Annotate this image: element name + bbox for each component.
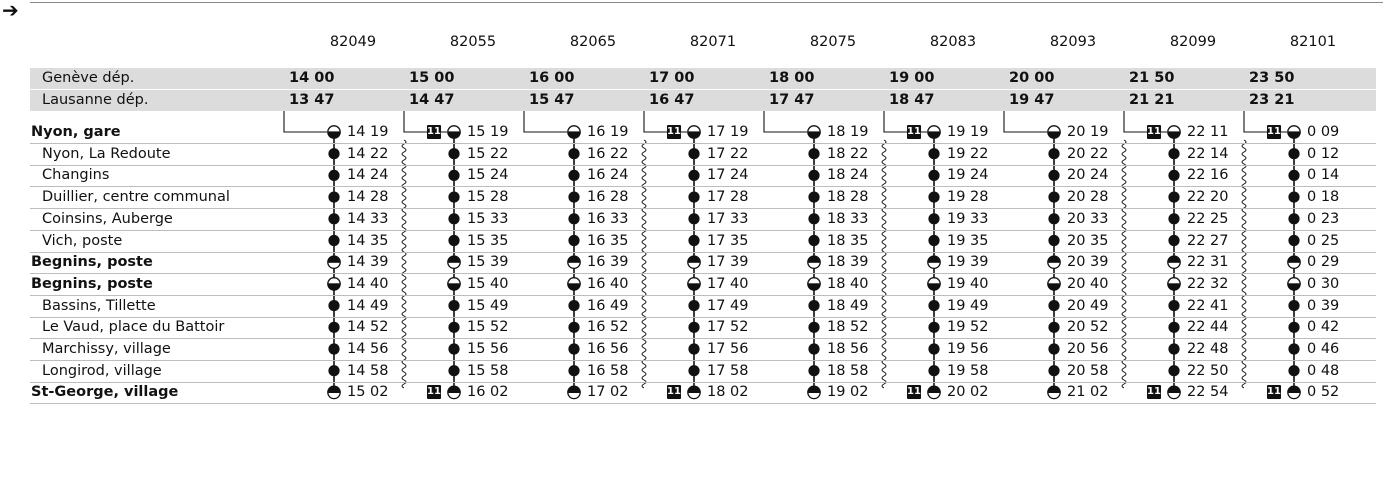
stop-dot-icon [808,365,819,376]
stop-time: 0 09 [1307,124,1340,140]
stop-name: Begnins, poste [31,254,153,271]
stop-time: 0 46 [1307,341,1340,357]
origin-departure-time: 15 00 [409,70,455,86]
stop-dot-icon [1168,365,1179,376]
origin-departure-time: 14 47 [409,92,455,108]
stop-time: 18 22 [827,145,869,162]
stop-time: 19 33 [947,210,989,227]
continuation-arrow-icon: ➔ [2,0,19,22]
stop-time: 15 52 [467,319,509,336]
stop-time: 18 40 [827,275,869,292]
stop-time: 19 22 [947,145,989,162]
stop-dot-icon [688,343,699,354]
stop-name: Le Vaud, place du Battoir [42,319,225,336]
stop-dot-icon [1048,213,1059,224]
stop-time: 0 23 [1307,210,1340,227]
stop-dot-icon [688,322,699,333]
origin-departure-time: 17 47 [769,92,815,108]
stop-time: 19 28 [947,189,989,206]
stop-dot-icon [1168,300,1179,311]
stop-time: 14 40 [347,275,389,292]
stop-time: 22 50 [1187,362,1229,379]
stop-time: 22 14 [1187,145,1229,162]
stop-dot-icon [808,235,819,246]
stop-time: 16 56 [587,341,629,357]
stop-dot-icon [1048,148,1059,159]
stop-time: 16 52 [587,319,629,336]
stop-time: 16 19 [587,124,629,140]
stop-dot-icon [1168,322,1179,333]
stop-dot-icon [928,322,939,333]
origin-row-label: Genève dép. [42,70,135,86]
stop-time: 16 33 [587,210,629,227]
stop-time: 20 28 [1067,189,1109,206]
service-badge-icon: 11 [667,126,681,137]
row-rule [30,317,1376,318]
stop-dot-icon [328,148,339,159]
stop-time: 22 31 [1187,254,1229,271]
stop-dot-icon [1288,343,1299,354]
stop-time: 14 33 [347,210,389,227]
stop-time: 15 58 [467,362,509,379]
stop-dot-icon [808,343,819,354]
stop-dot-icon [928,235,939,246]
stop-dot-icon [328,365,339,376]
stop-dot-icon [568,300,579,311]
stop-name: Changins [42,167,110,184]
stop-dot-icon [1168,148,1179,159]
stop-time: 14 19 [347,124,389,140]
stop-dot-icon [328,300,339,311]
stop-dot-icon [928,148,939,159]
origin-departure-time: 20 00 [1009,70,1055,86]
row-rule [30,208,1376,209]
stop-time: 0 18 [1307,189,1340,206]
stop-time: 18 19 [827,124,869,140]
stop-dot-icon [1048,343,1059,354]
stop-time: 0 12 [1307,145,1340,162]
stop-time: 19 40 [947,275,989,292]
stop-time: 15 56 [467,341,509,357]
row-rule [30,165,1376,166]
stop-dot-icon [1288,170,1299,181]
stop-time: 20 39 [1067,254,1109,271]
stop-time: 18 56 [827,341,869,357]
stop-time: 0 52 [1307,384,1340,401]
stop-time: 18 52 [827,319,869,336]
stop-time: 20 24 [1067,167,1109,184]
stop-dot-icon [1288,300,1299,311]
stop-time: 16 02 [467,384,509,401]
stop-dot-icon [328,213,339,224]
connector-line [284,111,327,132]
service-badge-icon: 11 [667,386,681,398]
train-number: 82071 [689,34,737,50]
stop-dot-icon [1168,213,1179,224]
stop-name: Vich, poste [42,232,123,249]
stop-dot-icon [928,343,939,354]
stop-time: 14 22 [347,145,389,162]
stop-name: Longirod, village [42,362,162,379]
stop-time: 17 28 [707,189,749,206]
stop-dot-icon [1288,322,1299,333]
stop-time: 15 40 [467,275,509,292]
train-number: 82093 [1049,34,1097,50]
train-number: 82099 [1169,34,1217,50]
service-badge-icon: 11 [1267,386,1281,398]
stop-dot-icon [688,300,699,311]
stop-time: 15 33 [467,210,509,227]
stop-dot-icon [928,170,939,181]
stop-time: 16 49 [587,297,629,314]
stop-dot-icon [1048,235,1059,246]
stop-time: 20 33 [1067,210,1109,227]
stop-time: 19 52 [947,319,989,336]
stop-time: 15 49 [467,297,509,314]
stop-time: 0 48 [1307,362,1340,379]
stop-time: 0 25 [1307,232,1340,249]
stop-dot-icon [328,343,339,354]
stop-time: 20 02 [947,384,989,401]
stop-time: 22 20 [1187,189,1229,206]
origin-departure-time: 14 00 [289,70,335,86]
stop-dot-icon [1048,170,1059,181]
origin-departure-time: 23 50 [1249,70,1295,86]
stop-time: 16 24 [587,167,629,184]
stop-time: 20 56 [1067,341,1109,357]
stop-time: 22 48 [1187,341,1229,357]
stop-dot-icon [808,148,819,159]
service-badge-icon: 11 [907,386,921,398]
stop-dot-icon [928,300,939,311]
stop-dot-icon [1048,365,1059,376]
stop-time: 14 58 [347,362,389,379]
service-badge-icon: 11 [1147,386,1161,398]
stop-dot-icon [448,365,459,376]
stop-time: 15 39 [467,254,509,271]
stop-time: 14 56 [347,341,389,357]
stop-time: 22 25 [1187,210,1229,227]
stop-dot-icon [568,343,579,354]
stop-time: 18 28 [827,189,869,206]
connector-line [524,111,567,132]
stop-time: 16 22 [587,145,629,162]
stop-time: 18 58 [827,362,869,379]
stop-dot-icon [808,213,819,224]
stop-dot-icon [1288,192,1299,203]
service-wavy-line [882,140,886,388]
stop-time: 15 02 [347,384,389,401]
stop-time: 15 35 [467,232,509,249]
train-number: 82075 [809,34,857,50]
service-badge-icon: 11 [1147,126,1161,137]
stop-time: 19 56 [947,341,989,357]
stop-dot-icon [448,170,459,181]
stop-time: 20 22 [1067,145,1109,162]
row-rule [30,360,1376,361]
row-rule [30,295,1376,296]
stop-name: Begnins, poste [31,275,153,292]
stop-dot-icon [448,300,459,311]
stop-time: 22 27 [1187,232,1229,249]
stop-time: 14 39 [347,254,389,271]
stop-name: Nyon, gare [31,124,121,140]
stop-time: 19 19 [947,124,989,140]
stop-dot-icon [688,148,699,159]
stop-dot-icon [448,343,459,354]
stop-dot-icon [1288,235,1299,246]
stop-time: 17 22 [707,145,749,162]
service-badge-icon: 11 [427,126,441,137]
row-rule [30,403,1376,404]
stop-name: Duillier, centre communal [42,189,230,206]
stop-dot-icon [808,300,819,311]
row-rule [30,338,1376,339]
stop-name: Marchissy, village [42,341,171,357]
stop-time: 20 19 [1067,124,1109,140]
stop-time: 22 41 [1187,297,1229,314]
row-rule [30,143,1376,144]
stop-dot-icon [328,322,339,333]
stop-time: 19 58 [947,362,989,379]
stop-time: 22 54 [1187,384,1229,401]
connector-line [764,111,807,132]
stop-dot-icon [688,365,699,376]
stop-time: 0 14 [1307,167,1340,184]
stop-dot-icon [808,322,819,333]
train-number: 82083 [929,34,977,50]
stop-dot-icon [1168,343,1179,354]
stop-dot-icon [1168,170,1179,181]
stop-time: 20 40 [1067,275,1109,292]
train-number: 82101 [1289,34,1337,50]
stop-time: 20 49 [1067,297,1109,314]
stop-time: 17 35 [707,232,749,249]
stop-dot-icon [568,213,579,224]
train-number: 82055 [449,34,497,50]
stop-dot-icon [1288,213,1299,224]
stop-dot-icon [928,192,939,203]
origin-departure-time: 18 00 [769,70,815,86]
stop-time: 15 22 [467,145,509,162]
stop-time: 18 49 [827,297,869,314]
stop-dot-icon [568,170,579,181]
stop-dot-icon [928,213,939,224]
stop-time: 14 35 [347,232,389,249]
stop-time: 17 49 [707,297,749,314]
train-number: 82065 [569,34,617,50]
stop-time: 22 32 [1187,275,1229,292]
stop-time: 18 33 [827,210,869,227]
stop-time: 22 16 [1187,167,1229,184]
stop-time: 21 02 [1067,384,1109,401]
stop-time: 16 40 [587,275,629,292]
origin-departure-time: 21 21 [1129,92,1175,108]
stop-time: 20 58 [1067,362,1109,379]
origin-departure-time: 23 21 [1249,92,1295,108]
stop-time: 0 29 [1307,254,1340,271]
stop-time: 19 39 [947,254,989,271]
stop-time: 16 58 [587,362,629,379]
stop-dot-icon [568,192,579,203]
stop-dot-icon [1048,192,1059,203]
stop-time: 16 39 [587,254,629,271]
origin-departure-time: 21 50 [1129,70,1175,86]
stop-name: Coinsins, Auberge [42,210,173,227]
stop-dot-icon [688,192,699,203]
stop-time: 18 02 [707,384,749,401]
origin-departure-time: 15 47 [529,92,575,108]
stop-time: 18 35 [827,232,869,249]
stop-time: 20 35 [1067,232,1109,249]
service-wavy-line [642,140,646,388]
stop-time: 17 40 [707,275,749,292]
stop-time: 17 33 [707,210,749,227]
connector-line [1004,111,1047,132]
stop-time: 0 42 [1307,319,1340,336]
stop-dot-icon [1048,322,1059,333]
service-wavy-line [402,140,406,388]
stop-time: 17 56 [707,341,749,357]
stop-dot-icon [1048,300,1059,311]
stop-dot-icon [1288,365,1299,376]
stop-time: 20 52 [1067,319,1109,336]
service-badge-icon: 11 [907,126,921,137]
stop-time: 17 02 [587,384,629,401]
stop-time: 18 39 [827,254,869,271]
service-wavy-line [1122,140,1126,388]
stop-dot-icon [568,365,579,376]
stop-dot-icon [448,322,459,333]
stop-time: 0 30 [1307,275,1340,292]
stop-dot-icon [448,235,459,246]
row-rule [30,273,1376,274]
stop-dot-icon [808,192,819,203]
stop-time: 17 58 [707,362,749,379]
stop-time: 15 28 [467,189,509,206]
stop-dot-icon [1288,148,1299,159]
stop-dot-icon [328,235,339,246]
stop-name: St-George, village [31,384,179,401]
stop-time: 14 52 [347,319,389,336]
stop-time: 19 35 [947,232,989,249]
stop-time: 16 35 [587,232,629,249]
stop-time: 22 44 [1187,319,1229,336]
stop-dot-icon [328,192,339,203]
origin-departure-time: 18 47 [889,92,935,108]
stop-time: 18 24 [827,167,869,184]
stop-time: 14 28 [347,189,389,206]
stop-time: 17 24 [707,167,749,184]
row-rule [30,186,1376,187]
stop-dot-icon [688,235,699,246]
stop-dot-icon [328,170,339,181]
stop-dot-icon [448,148,459,159]
stop-dot-icon [448,192,459,203]
stop-dot-icon [928,365,939,376]
stop-time: 19 24 [947,167,989,184]
stop-time: 19 49 [947,297,989,314]
stop-time: 19 02 [827,384,869,401]
train-number: 82049 [329,34,377,50]
service-wavy-line [1242,140,1246,388]
stop-dot-icon [568,322,579,333]
service-badge-icon: 11 [1267,126,1281,137]
stop-dot-icon [1168,192,1179,203]
origin-row-label: Lausanne dép. [42,92,149,108]
origin-departure-time: 17 00 [649,70,695,86]
stop-dot-icon [688,170,699,181]
stop-dot-icon [1168,235,1179,246]
stop-time: 0 39 [1307,297,1340,314]
stop-time: 17 19 [707,124,749,140]
origin-departure-time: 16 00 [529,70,575,86]
stop-time: 15 19 [467,124,509,140]
stop-time: 17 52 [707,319,749,336]
row-rule [30,230,1376,231]
origin-departure-time: 13 47 [289,92,335,108]
origin-departure-time: 19 00 [889,70,935,86]
stop-time: 15 24 [467,167,509,184]
stop-dot-icon [568,235,579,246]
row-rule [30,252,1376,253]
row-rule [30,382,1376,383]
service-badge-icon: 11 [427,386,441,398]
stop-name: Nyon, La Redoute [42,145,171,162]
stop-time: 14 24 [347,167,389,184]
stop-time: 14 49 [347,297,389,314]
stop-time: 22 11 [1187,124,1229,140]
origin-departure-time: 19 47 [1009,92,1055,108]
stop-dot-icon [568,148,579,159]
stop-dot-icon [448,213,459,224]
stop-dot-icon [688,213,699,224]
stop-name: Bassins, Tillette [42,297,156,314]
stop-dot-icon [808,170,819,181]
stop-time: 17 39 [707,254,749,271]
origin-departure-time: 16 47 [649,92,695,108]
stop-time: 16 28 [587,189,629,206]
